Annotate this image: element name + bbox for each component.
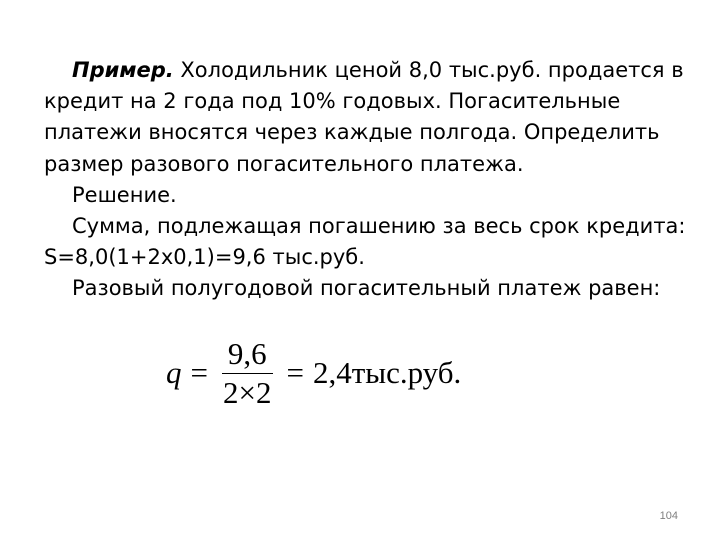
slide-body xyxy=(44,55,694,305)
payment-formula xyxy=(166,333,461,413)
example-label: Пример. xyxy=(72,58,174,82)
page-number: 104 xyxy=(659,510,678,522)
formula-fraction xyxy=(217,337,277,410)
payment-intro: Разовый полугодовой погасительный платеж равен: xyxy=(72,276,661,301)
fraction-numerator: 9,6 xyxy=(222,337,273,374)
formula-equals-1: = xyxy=(190,355,208,390)
example-text: Холодильник ценой 8,0 тыс.руб. продается в кредит на 2 года под 10% годовых. Погасительные платежи вносятся через каждые полгода. Определить размер разового погасительного платежа. xyxy=(44,58,684,176)
formula-result: 2,4тыс.руб. xyxy=(312,355,462,390)
total-formula: S=8,0(1+2x0,1)=9,6 тыс.руб. xyxy=(44,245,365,270)
example-paragraph xyxy=(44,55,694,180)
fraction-denominator: 2×2 xyxy=(222,374,272,410)
formula-equals-2: = xyxy=(286,355,304,390)
total-intro: Сумма, подлежащая погашению за весь срок кредита: xyxy=(72,214,686,239)
formula-variable: q xyxy=(166,355,182,390)
solution-heading: Решение. xyxy=(72,182,177,207)
